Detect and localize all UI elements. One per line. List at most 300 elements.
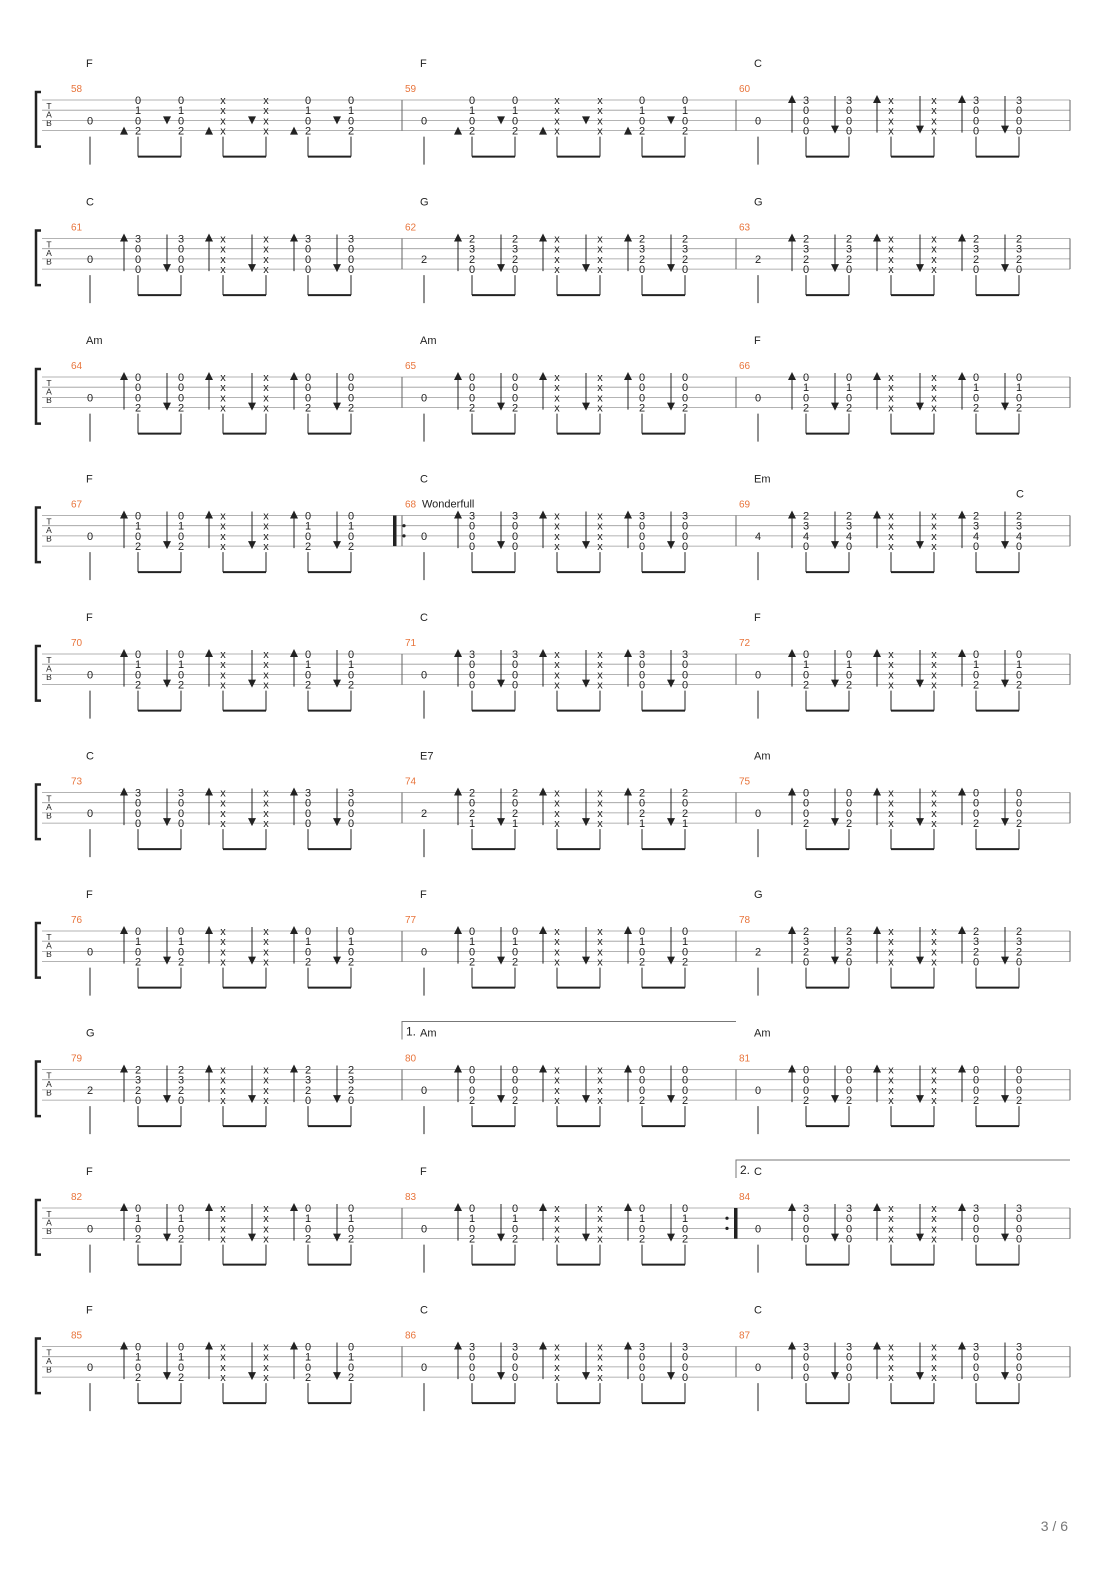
tab-system-4 xyxy=(36,474,1070,581)
fret-number: 1 xyxy=(511,1213,519,1226)
fret-number: 0 xyxy=(845,649,853,661)
muted-string-mark: x xyxy=(597,382,603,395)
upstroke-arrowhead xyxy=(454,1342,462,1350)
fret-number: 2 xyxy=(347,679,355,692)
fret-number: 3 xyxy=(468,510,476,523)
muted-string-mark: x xyxy=(554,946,560,959)
upstroke-arrowhead xyxy=(788,788,796,796)
fret-number: 0 xyxy=(681,926,689,938)
downstroke-arrowhead xyxy=(497,541,505,549)
bass-fret-number: 0 xyxy=(420,1084,428,1097)
system-bracket xyxy=(36,785,41,840)
fret-number: 1 xyxy=(845,382,853,395)
fret-number: 0 xyxy=(134,243,142,256)
muted-string-mark: x xyxy=(220,372,226,384)
fret-number: 2 xyxy=(134,1064,142,1077)
fret-number: 0 xyxy=(802,1223,810,1236)
upstroke-arrowhead xyxy=(454,234,462,242)
fret-number: 0 xyxy=(802,797,810,810)
upstroke-arrowhead xyxy=(205,788,213,796)
downstroke-arrowhead xyxy=(1001,680,1009,688)
downstroke-arrowhead xyxy=(667,1372,675,1380)
fret-number: 2 xyxy=(638,125,646,138)
fret-number: 0 xyxy=(681,372,689,384)
tab-clef-letter: A xyxy=(46,663,52,674)
fret-number: 1 xyxy=(347,1351,355,1364)
muted-string-mark: x xyxy=(263,264,269,277)
fret-number: 2 xyxy=(347,402,355,415)
fret-number: 2 xyxy=(468,956,476,969)
measure-number: 72 xyxy=(739,638,751,649)
downstroke-arrowhead xyxy=(831,264,839,272)
fret-number: 0 xyxy=(177,818,185,831)
fret-number: 0 xyxy=(134,382,142,395)
fret-number: 2 xyxy=(972,1095,980,1108)
chord-name: C xyxy=(420,612,428,624)
downstroke-arrowhead xyxy=(163,1095,171,1103)
muted-string-mark: x xyxy=(597,125,603,138)
bass-fret-number: 0 xyxy=(754,1084,762,1097)
fret-number: 2 xyxy=(177,956,185,969)
upstroke-arrowhead xyxy=(290,511,298,519)
fret-number: 2 xyxy=(972,818,980,831)
upstroke-arrowhead xyxy=(454,1203,462,1211)
upstroke-arrowhead xyxy=(624,234,632,242)
muted-string-mark: x xyxy=(554,382,560,395)
chord-name: F xyxy=(420,889,427,901)
fret-number: 2 xyxy=(1015,233,1023,246)
muted-string-mark: x xyxy=(220,1361,226,1374)
downstroke-arrowhead xyxy=(582,818,590,826)
fret-number: 2 xyxy=(802,402,810,415)
downstroke-arrowhead xyxy=(163,1234,171,1242)
muted-string-mark: x xyxy=(263,818,269,831)
fret-number: 0 xyxy=(511,669,519,682)
fret-number: 1 xyxy=(304,1351,312,1364)
fret-number: 0 xyxy=(511,1074,519,1087)
muted-string-mark: x xyxy=(931,1064,937,1077)
muted-string-mark: x xyxy=(220,679,226,692)
fret-number: 2 xyxy=(972,510,980,523)
fret-number: 0 xyxy=(347,1095,355,1108)
fret-number: 0 xyxy=(972,1233,980,1246)
chord-name: F xyxy=(86,473,93,486)
chord-name: F xyxy=(86,58,93,70)
fret-number: 0 xyxy=(347,382,355,395)
fret-number: 0 xyxy=(1015,541,1023,554)
fret-number: 0 xyxy=(802,372,810,384)
muted-string-mark: x xyxy=(931,679,937,692)
muted-string-mark: x xyxy=(888,1341,894,1354)
fret-number: 0 xyxy=(1015,797,1023,810)
upstroke-arrowhead xyxy=(873,788,881,796)
measure-number: 83 xyxy=(405,1192,417,1203)
muted-string-mark: x xyxy=(554,392,560,405)
fret-number: 0 xyxy=(347,1223,355,1236)
fret-number: 0 xyxy=(511,392,519,405)
lyric: Wonderfull xyxy=(422,498,475,511)
bass-fret-number: 2 xyxy=(86,1084,94,1097)
fret-number: 1 xyxy=(347,105,355,118)
upstroke-arrowhead xyxy=(120,649,128,657)
muted-string-mark: x xyxy=(554,510,560,523)
chord-name: Am xyxy=(86,335,103,347)
fret-number: 0 xyxy=(845,1372,853,1385)
fret-number: 0 xyxy=(972,115,980,128)
fret-number: 0 xyxy=(177,926,185,938)
chord-name: F xyxy=(420,58,427,70)
muted-string-mark: x xyxy=(554,679,560,692)
fret-number: 0 xyxy=(304,392,312,405)
fret-number: 0 xyxy=(304,818,312,831)
chord-name: E7 xyxy=(420,750,434,763)
downstroke-arrowhead xyxy=(497,680,505,688)
downstroke-arrowhead xyxy=(333,957,341,965)
fret-number: 2 xyxy=(638,956,646,969)
upstroke-arrowhead xyxy=(958,95,966,103)
muted-string-mark: x xyxy=(220,936,226,949)
fret-number: 1 xyxy=(177,1351,185,1364)
fret-number: 3 xyxy=(802,243,810,256)
upstroke-arrowhead xyxy=(873,1203,881,1211)
upstroke-arrowhead xyxy=(958,511,966,519)
fret-number: 1 xyxy=(681,818,689,831)
fret-number: 0 xyxy=(134,372,142,384)
fret-number: 0 xyxy=(468,530,476,543)
measure-number: 63 xyxy=(739,222,751,234)
muted-string-mark: x xyxy=(554,1233,560,1246)
fret-number: 2 xyxy=(638,402,646,415)
fret-number: 0 xyxy=(468,1074,476,1087)
fret-number: 0 xyxy=(638,1361,646,1374)
fret-number: 0 xyxy=(972,392,980,405)
fret-number: 0 xyxy=(177,1223,185,1236)
upstroke-arrowhead xyxy=(205,234,213,242)
fret-number: 3 xyxy=(347,787,355,800)
fret-number: 3 xyxy=(972,95,980,107)
muted-string-mark: x xyxy=(263,669,269,682)
repeat-start-thick-bar xyxy=(393,516,397,547)
fret-number: 0 xyxy=(468,1351,476,1364)
fret-number: 2 xyxy=(845,818,853,831)
fret-number: 0 xyxy=(304,1203,312,1215)
fret-number: 0 xyxy=(177,372,185,384)
muted-string-mark: x xyxy=(263,510,269,523)
fret-number: 2 xyxy=(511,956,519,969)
muted-string-mark: x xyxy=(888,1223,894,1236)
bass-fret-number: 0 xyxy=(754,115,762,128)
muted-string-mark: x xyxy=(554,1361,560,1374)
fret-number: 2 xyxy=(638,787,646,800)
downstroke-arrowhead xyxy=(667,957,675,965)
fret-number: 3 xyxy=(304,233,312,246)
fret-number: 1 xyxy=(845,659,853,672)
upstroke-arrowhead xyxy=(624,511,632,519)
downstroke-arrowhead xyxy=(916,1372,924,1380)
chord-name: G xyxy=(754,196,763,209)
downstroke-arrowhead xyxy=(831,1234,839,1242)
downstroke-arrowhead xyxy=(916,1095,924,1103)
downstroke-arrowhead xyxy=(1001,541,1009,549)
fret-number: 0 xyxy=(468,264,476,277)
fret-number: 2 xyxy=(511,1095,519,1108)
muted-string-mark: x xyxy=(888,926,894,938)
fret-number: 3 xyxy=(347,1074,355,1087)
fret-number: 2 xyxy=(1015,402,1023,415)
measure-77 xyxy=(405,889,688,996)
fret-number: 2 xyxy=(134,956,142,969)
fret-number: 0 xyxy=(1015,1074,1023,1087)
muted-string-mark: x xyxy=(931,1213,937,1226)
muted-string-mark: x xyxy=(597,372,603,384)
muted-string-mark: x xyxy=(931,243,937,256)
downstroke-arrowhead xyxy=(248,1234,256,1242)
fret-number: 0 xyxy=(681,520,689,533)
upstroke-arrowhead xyxy=(205,649,213,657)
fret-number: 1 xyxy=(468,1213,476,1226)
muted-string-mark: x xyxy=(597,787,603,800)
fret-number: 0 xyxy=(972,264,980,277)
chord-name: C xyxy=(754,58,762,70)
fret-number: 0 xyxy=(638,1084,646,1097)
measure-66 xyxy=(739,335,1022,442)
fret-number: 0 xyxy=(681,797,689,810)
muted-string-mark: x xyxy=(554,1203,560,1215)
tab-clef-letter: T xyxy=(46,655,52,665)
fret-number: 0 xyxy=(802,669,810,682)
fret-number: 0 xyxy=(681,1372,689,1385)
muted-string-mark: x xyxy=(220,818,226,831)
muted-string-mark: x xyxy=(931,264,937,277)
upstroke-arrowhead xyxy=(454,372,462,380)
tab-clef-letter: T xyxy=(46,378,52,388)
measure-number: 62 xyxy=(405,222,417,234)
fret-number: 2 xyxy=(845,402,853,415)
fret-number: 0 xyxy=(972,1064,980,1077)
muted-string-mark: x xyxy=(931,926,937,938)
fret-number: 0 xyxy=(134,669,142,682)
fret-number: 0 xyxy=(511,530,519,543)
fret-number: 0 xyxy=(177,253,185,266)
fret-number: 0 xyxy=(511,1372,519,1385)
fret-number: 2 xyxy=(972,253,980,266)
fret-number: 0 xyxy=(511,115,519,128)
fret-number: 2 xyxy=(638,233,646,246)
downstroke-arrowhead xyxy=(667,403,675,411)
downstroke-arrowhead xyxy=(916,403,924,411)
downstroke-arrowhead xyxy=(582,541,590,549)
fret-number: 0 xyxy=(681,382,689,395)
downstroke-arrowhead xyxy=(831,541,839,549)
measure-72 xyxy=(739,612,1022,719)
fret-number: 2 xyxy=(511,402,519,415)
upstroke-arrowhead xyxy=(120,1342,128,1350)
upstroke-arrowhead xyxy=(873,1342,881,1350)
fret-number: 0 xyxy=(638,926,646,938)
upstroke-arrowhead xyxy=(958,788,966,796)
upstroke-arrowhead xyxy=(290,1203,298,1211)
downstroke-arrowhead xyxy=(333,1372,341,1380)
chord-name: F xyxy=(86,1304,93,1317)
tab-clef-letter: A xyxy=(46,940,52,951)
tab-system-9 xyxy=(36,1160,1070,1273)
fret-number: 2 xyxy=(511,253,519,266)
volta-bracket xyxy=(402,1022,736,1040)
fret-number: 0 xyxy=(681,659,689,672)
fret-number: 2 xyxy=(511,233,519,246)
fret-number: 3 xyxy=(681,243,689,256)
chord-name: Am xyxy=(754,750,771,763)
fret-number: 0 xyxy=(681,95,689,107)
muted-string-mark: x xyxy=(263,125,269,138)
downstroke-arrowhead xyxy=(497,957,505,965)
downstroke-arrowhead xyxy=(163,680,171,688)
muted-string-mark: x xyxy=(888,253,894,266)
repeat-dot xyxy=(725,1227,728,1230)
fret-number: 2 xyxy=(1015,946,1023,959)
measure-71 xyxy=(405,612,688,719)
muted-string-mark: x xyxy=(931,372,937,384)
fret-number: 0 xyxy=(177,1361,185,1374)
chord-name: Am xyxy=(754,1027,771,1040)
fret-number: 0 xyxy=(511,1084,519,1097)
fret-number: 0 xyxy=(638,541,646,554)
fret-number: 0 xyxy=(304,926,312,938)
chord-name: C xyxy=(754,1304,762,1317)
fret-number: 3 xyxy=(511,1341,519,1354)
downstroke-arrowhead xyxy=(582,680,590,688)
downstroke-arrowhead xyxy=(333,1095,341,1103)
fret-number: 0 xyxy=(468,669,476,682)
muted-string-mark: x xyxy=(554,1341,560,1354)
upstroke-arrowhead xyxy=(873,511,881,519)
muted-string-mark: x xyxy=(263,402,269,415)
fret-number: 1 xyxy=(304,936,312,949)
muted-string-mark: x xyxy=(597,1203,603,1215)
measure-76 xyxy=(71,889,354,996)
fret-number: 2 xyxy=(845,1095,853,1108)
downstroke-arrowhead xyxy=(582,264,590,272)
system-bracket xyxy=(36,1339,41,1394)
system-bracket xyxy=(36,646,41,701)
fret-number: 0 xyxy=(511,797,519,810)
fret-number: 1 xyxy=(638,105,646,118)
fret-number: 0 xyxy=(638,1074,646,1087)
fret-number: 0 xyxy=(845,105,853,118)
fret-number: 2 xyxy=(177,1064,185,1077)
fret-number: 1 xyxy=(347,659,355,672)
fret-number: 0 xyxy=(1015,105,1023,118)
fret-number: 2 xyxy=(177,1372,185,1385)
upstroke-arrowhead xyxy=(958,372,966,380)
bass-fret-number: 0 xyxy=(86,253,94,266)
fret-number: 0 xyxy=(681,392,689,405)
fret-number: 0 xyxy=(468,382,476,395)
fret-number: 2 xyxy=(177,679,185,692)
muted-string-mark: x xyxy=(263,1213,269,1226)
fret-number: 0 xyxy=(468,520,476,533)
muted-string-mark: x xyxy=(931,1361,937,1374)
bass-fret-number: 0 xyxy=(86,392,94,405)
fret-number: 3 xyxy=(134,1074,142,1087)
fret-number: 3 xyxy=(468,243,476,256)
muted-string-mark: x xyxy=(888,233,894,246)
fret-number: 0 xyxy=(304,372,312,384)
system-bracket xyxy=(36,923,41,978)
muted-string-mark: x xyxy=(554,659,560,672)
fret-number: 3 xyxy=(972,1341,980,1354)
fret-number: 2 xyxy=(468,787,476,800)
fret-number: 0 xyxy=(972,1351,980,1364)
fret-number: 1 xyxy=(511,936,519,949)
fret-number: 0 xyxy=(845,669,853,682)
fret-number: 2 xyxy=(177,1233,185,1246)
fret-number: 0 xyxy=(638,679,646,692)
muted-string-mark: x xyxy=(888,818,894,831)
fret-number: 1 xyxy=(638,936,646,949)
tab-clef-letter: A xyxy=(46,1356,52,1366)
fret-number: 0 xyxy=(1015,372,1023,384)
muted-string-mark: x xyxy=(263,1233,269,1246)
fret-number: 2 xyxy=(638,807,646,820)
measure-number: 78 xyxy=(739,915,751,926)
downstroke-arrowhead xyxy=(1001,1095,1009,1103)
muted-string-mark: x xyxy=(888,1095,894,1108)
fret-number: 0 xyxy=(468,659,476,672)
upstroke-arrowhead xyxy=(788,95,796,103)
fret-number: 2 xyxy=(638,1233,646,1246)
fret-number: 1 xyxy=(134,1213,142,1226)
fret-number: 1 xyxy=(134,936,142,949)
measure-number: 59 xyxy=(405,84,417,95)
fret-number: 0 xyxy=(802,115,810,128)
upstroke-arrowhead xyxy=(624,926,632,934)
downstroke-arrowhead xyxy=(497,1234,505,1242)
upstroke-arrowhead xyxy=(958,1065,966,1073)
muted-string-mark: x xyxy=(220,530,226,543)
fret-number: 2 xyxy=(134,1372,142,1385)
muted-string-mark: x xyxy=(597,679,603,692)
fret-number: 0 xyxy=(304,649,312,661)
fret-number: 0 xyxy=(681,1074,689,1087)
volta-bracket xyxy=(736,1160,1070,1178)
muted-string-mark: x xyxy=(263,1084,269,1097)
repeat-end-thick-bar xyxy=(734,1208,738,1239)
muted-string-mark: x xyxy=(597,1361,603,1374)
muted-string-mark: x xyxy=(263,392,269,405)
fret-number: 1 xyxy=(304,105,312,118)
fret-number: 0 xyxy=(1015,1351,1023,1364)
downstroke-arrowhead xyxy=(333,818,341,826)
fret-number: 0 xyxy=(304,530,312,543)
muted-string-mark: x xyxy=(597,669,603,682)
fret-number: 0 xyxy=(802,105,810,118)
fret-number: 0 xyxy=(134,253,142,266)
muted-string-mark: x xyxy=(554,818,560,831)
upstroke-arrowhead xyxy=(539,1342,547,1350)
bass-fret-number: 0 xyxy=(754,392,762,405)
fret-number: 0 xyxy=(304,946,312,959)
muted-string-mark: x xyxy=(597,264,603,277)
fret-number: 2 xyxy=(347,125,355,138)
upstroke-arrowhead xyxy=(454,926,462,934)
tab-clef-letter: A xyxy=(46,802,52,812)
page-number: 3 / 6 xyxy=(1040,1518,1068,1534)
fret-number: 2 xyxy=(638,1095,646,1108)
muted-string-mark: x xyxy=(888,392,894,405)
fret-number: 2 xyxy=(347,956,355,969)
fret-number: 0 xyxy=(347,818,355,831)
